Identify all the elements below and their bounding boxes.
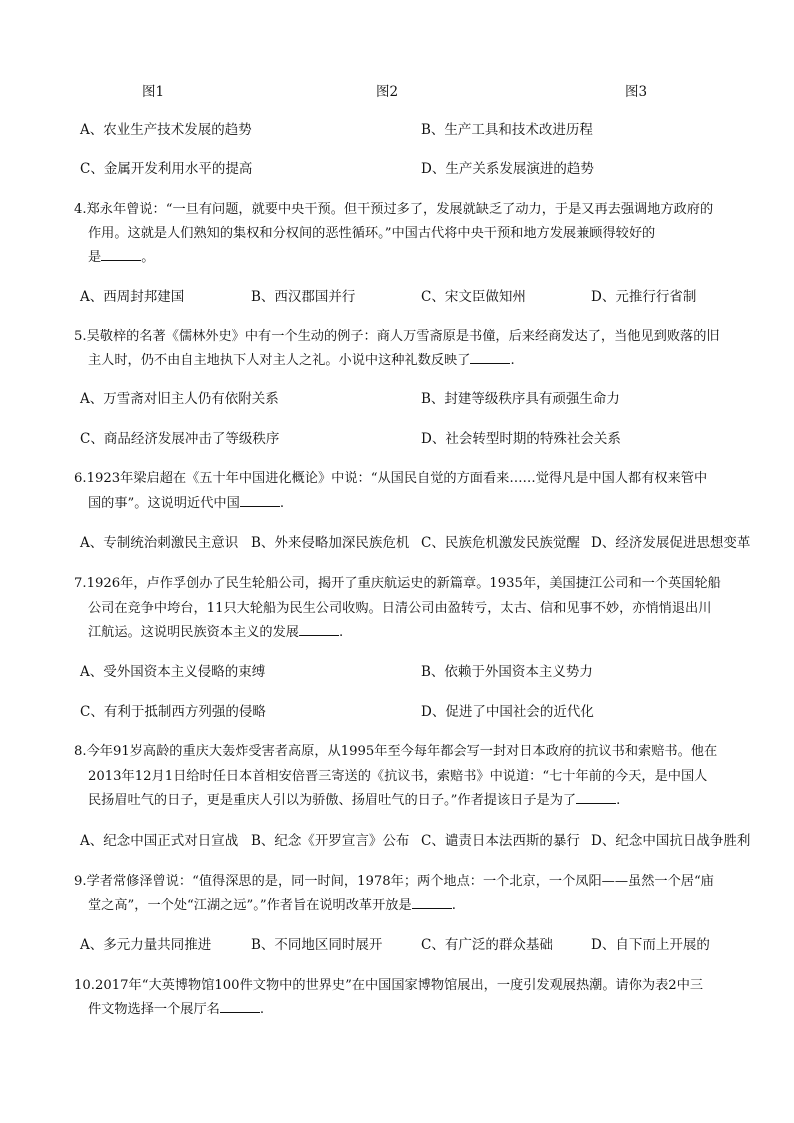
q8-option-b: B、纪念《开罗宣言》公布 (251, 833, 410, 849)
q7-option-b: B、依赖于外国资本主义势力 (421, 664, 593, 680)
q3-option-c: C、金属开发利用水平的提高 (80, 161, 253, 177)
q7-end-mark: . (339, 625, 344, 640)
q5-option-a: A、万雪斋对旧主人仍有依附关系 (80, 391, 279, 407)
q7-stem-line-3 (88, 621, 343, 640)
answer-blank (101, 246, 141, 261)
q4-end-mark: 。 (141, 250, 155, 265)
q8-stem-line-1: 8.今年91岁高龄的重庆大轰炸受害者高原，从1995年至今每年都会写一封对日本政府的抗议书和索赔书。他在 (74, 744, 718, 759)
q7-option-c: C、有利于抵制西方列强的侵略 (80, 704, 266, 720)
q10-stem-line-1: 10.2017年“大英博物馆100件文物中的世界史”在中国国家博物馆展出，一度引发观展热潮。请你为表2中三 (74, 978, 704, 993)
q8-option-a: A、纪念中国正式对日宣战 (80, 833, 239, 849)
q5-option-d: D、社会转型时期的特殊社会关系 (421, 431, 621, 447)
q5-stem-line-1: 5.吴敬梓的名著《儒林外史》中有一个生动的例子：商人万雪斋原是书僮，后来经商发达了，当他见到败落的旧 (74, 329, 720, 344)
figure-2-label: 图2 (376, 84, 399, 100)
q9-stem-line-1: 9.学者常修泽曾说：“值得深思的是，同一时间，1978年；两个地点：一个北京，一个凤阳——虽然一个居“庙 (74, 874, 714, 889)
q8-stem-line-3 (88, 789, 620, 808)
q3-option-a: A、农业生产技术发展的趋势 (80, 122, 252, 138)
q9-stem-line-2 (88, 894, 456, 913)
figure-3-label: 图3 (625, 84, 648, 100)
q4-stem-text: 是 (88, 250, 102, 265)
q7-stem-text: 江航运。这说明民族资本主义的发展 (88, 625, 299, 640)
answer-blank (220, 998, 260, 1013)
q10-stem-text: 件文物选择一个展厅名 (88, 1002, 220, 1017)
q6-option-a: A、专制统治刺激民主意识 (80, 535, 239, 551)
q4-option-d: D、元推行行省制 (591, 289, 697, 305)
q9-option-b: B、不同地区同时展开 (251, 937, 383, 953)
answer-blank (412, 894, 452, 909)
q6-stem-line-1: 6.1923年梁启超在《五十年中国进化概论》中说：“从国民自觉的方面看来……觉得凡是中国人都有权来管中 (74, 471, 708, 486)
q4-option-a: A、西周封邦建国 (80, 289, 185, 305)
q7-stem-line-1: 7.1926年，卢作孚创办了民生轮船公司，揭开了重庆航运史的新篇章。1935年，美国捷江公司和一个英国轮船 (74, 576, 721, 591)
q9-option-a: A、多元力量共同推进 (80, 937, 212, 953)
answer-blank (299, 621, 339, 636)
q3-option-d: D、生产关系发展演进的趋势 (421, 161, 594, 177)
q9-option-d: D、自下而上开展的 (591, 937, 710, 953)
q5-stem-line-2 (88, 349, 515, 368)
q4-stem-line-2: 作用。这就是人们熟知的集权和分权间的恶性循环。”中国古代将中央干预和地方发展兼顾得较好的 (88, 226, 656, 241)
answer-blank (240, 492, 280, 507)
figure-1-label: 图1 (142, 84, 165, 100)
q8-option-d: D、纪念中国抗日战争胜利 (591, 833, 751, 849)
q6-stem-text: 国的事”。这说明近代中国 (88, 496, 240, 511)
q8-stem-line-2: 2013年12月1日给时任日本首相安倍晋三寄送的《抗议书，索赔书》中说道：“七十年前的今天，是中国人 (88, 769, 708, 784)
q4-stem-line-3 (88, 246, 154, 265)
q10-end-mark: . (259, 1002, 265, 1017)
q8-stem-text: 民扬眉吐气的日子，更是重庆人引以为骄傲、扬眉吐气的日子。”作者提该日子是为了 (88, 793, 577, 808)
q3-option-b: B、生产工具和技术改进历程 (421, 122, 593, 138)
q5-stem-text: 主人时，仍不由自主地执下人对主人之礼。小说中这种礼数反映了 (88, 353, 471, 368)
q5-option-c: C、商品经济发展冲击了等级秩序 (80, 431, 280, 447)
q6-option-c: C、民族危机激发民族觉醒 (421, 535, 580, 551)
q7-option-d: D、促进了中国社会的近代化 (421, 704, 594, 720)
q4-stem-line-1: 4.郑永年曾说：“一旦有问题，就要中央干预。但干预过多了，发展就缺乏了动力，于是又再去强调地方政府的 (74, 202, 714, 217)
q5-option-b: B、封建等级秩序具有顽强生命力 (421, 391, 620, 407)
q10-stem-line-2 (88, 998, 264, 1017)
figure-labels (0, 80, 794, 98)
q6-stem-line-2 (88, 492, 284, 511)
q7-stem-line-2: 公司在竞争中垮台，11只大轮船为民生公司收购。日清公司由盈转亏，太古、信和见事不妙，亦悄悄退出川 (88, 601, 712, 616)
answer-blank (576, 789, 616, 804)
q9-stem-text: 堂之高”，一个处“江湖之远”。”作者旨在说明改革开放是 (88, 898, 412, 913)
q9-option-c: C、有广泛的群众基础 (421, 937, 553, 953)
q4-option-b: B、西汉郡国并行 (251, 289, 356, 305)
q7-option-a: A、受外国资本主义侵略的束缚 (80, 664, 266, 680)
q9-end-mark: . (451, 898, 456, 913)
answer-blank (470, 349, 510, 364)
q4-option-c: C、宋文臣做知州 (421, 289, 526, 305)
q8-end-mark: . (616, 793, 621, 808)
q5-end-mark: . (510, 353, 515, 368)
q6-end-mark: . (279, 496, 285, 511)
q6-option-d: D、经济发展促进思想变革 (591, 535, 751, 551)
q6-option-b: B、外来侵略加深民族危机 (251, 535, 410, 551)
q8-option-c: C、谴责日本法西斯的暴行 (421, 833, 580, 849)
